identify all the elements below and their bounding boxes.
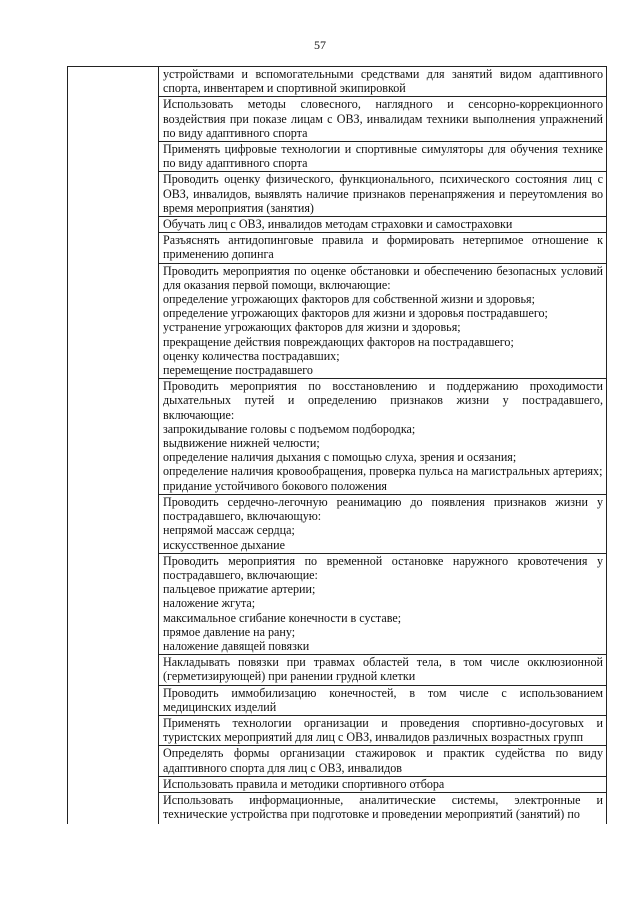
row-text: Проводить иммобилизацию конечностей, в том числе с использованием медицинских изделий xyxy=(163,685,603,714)
table-row xyxy=(159,142,607,172)
row-list-item: максимальное сгибание конечности в суставе; xyxy=(163,610,402,625)
row-list-item: наложение давящей повязки xyxy=(163,638,310,653)
row-list-item: пальцевое прижатие артерии; xyxy=(163,582,316,597)
table-row xyxy=(159,495,607,554)
row-list-item: непрямой массаж сердца; xyxy=(163,523,295,538)
row-text: Использовать информационные, аналитические системы, электронные и технические устройства при подготовке и проведении мероприятий (занятий) по xyxy=(163,792,603,822)
row-list-item: придание устойчивого бокового положения xyxy=(163,478,387,493)
table-row xyxy=(159,264,607,380)
table-right-column xyxy=(159,67,607,824)
row-list-item: искусственное дыхание xyxy=(163,537,285,552)
row-list-item: устранение угрожающих факторов для жизни и здоровья; xyxy=(163,320,461,335)
row-list-item: наложение жгута; xyxy=(163,596,256,611)
row-text: Разъяснять антидопинговые правила и формировать нетерпимое отношение к применению допинга xyxy=(163,233,603,262)
row-text: Обучать лиц с ОВЗ, инвалидов методам страховки и самостраховки xyxy=(163,217,513,232)
row-text: Определять формы организации стажировок и практик судейства по виду адаптивного спорта для лиц с ОВЗ, инвалидов xyxy=(163,746,603,775)
row-list-item: запрокидывание головы с подъемом подбородка; xyxy=(163,421,416,436)
row-text: Проводить сердечно-легочную реанимацию до появления признаков жизни у пострадавшего, включающую: xyxy=(163,494,603,524)
skills-table xyxy=(67,66,607,824)
row-text: Применять цифровые технологии и спортивные симуляторы для обучения технике по виду адаптивного спорта xyxy=(163,142,603,171)
row-text: Проводить мероприятия по оценке обстановки и обеспечению безопасных условий для оказания первой помощи, включающие: xyxy=(163,263,603,292)
row-list-item: определение наличия кровообращения, проверка пульса на магистральных артериях; xyxy=(163,464,603,479)
table-left-column xyxy=(68,67,159,824)
table-row xyxy=(159,686,607,716)
table-row xyxy=(159,67,607,97)
table-row xyxy=(159,172,607,217)
row-text: Проводить мероприятия по восстановлению и поддержанию проходимости дыхательных путей и определению признаков жизни у пострадавшего, включающие: xyxy=(163,379,603,422)
table-row xyxy=(159,217,607,233)
page-number: 57 xyxy=(314,38,326,52)
row-text: Проводить оценку физического, функционального, психического состояния лиц с ОВЗ, инвалидов, выявлять наличие признаков перенапряжения и переутомления во время мероприятия (занятия) xyxy=(163,172,603,215)
table-row xyxy=(159,554,607,655)
row-text: Использовать правила и методики спортивного отбора xyxy=(163,776,445,791)
table-row xyxy=(159,793,607,824)
row-list-item: определение угрожающих факторов для собственной жизни и здоровья; xyxy=(163,292,535,307)
row-text: Использовать методы словесного, наглядного и сенсорно-коррекционного воздействия при показе лицам с ОВЗ, инвалидам техники выполнения упражнений по виду адаптивного спорта xyxy=(163,97,603,140)
table-row xyxy=(159,233,607,263)
table-row xyxy=(159,746,607,776)
row-list-item: оценку количества пострадавших; xyxy=(163,348,340,363)
table-row xyxy=(159,97,607,142)
row-list-item: прямое давление на рану; xyxy=(163,624,296,639)
row-list-item: перемещение пострадавшего xyxy=(163,363,313,378)
table-row xyxy=(159,379,607,495)
row-text: устройствами и вспомогательными средствами для занятий видом адаптивного спорта, инвентарем и спортивной экипировкой xyxy=(163,67,603,96)
row-list-item: определение наличия дыхания с помощью слуха, зрения и осязания; xyxy=(163,450,517,465)
table-row xyxy=(159,716,607,746)
row-list-item: прекращение действия повреждающих факторов на пострадавшего; xyxy=(163,334,514,349)
row-text: Применять технологии организации и проведения спортивно-досуговых и туристских мероприятий для лиц с ОВЗ, инвалидов различных возрастных групп xyxy=(163,715,603,745)
row-list-item: выдвижение нижней челюсти; xyxy=(163,436,320,451)
row-text: Проводить мероприятия по временной остановке наружного кровотечения у пострадавшего, включающие: xyxy=(163,553,603,582)
row-text: Накладывать повязки при травмах областей тела, в том числе окклюзионной (герметизирующей) при ранении грудной клетки xyxy=(163,655,603,684)
table-row xyxy=(159,655,607,685)
row-list-item: определение угрожающих факторов для жизни и здоровья пострадавшего; xyxy=(163,306,548,321)
table-row xyxy=(159,777,607,793)
